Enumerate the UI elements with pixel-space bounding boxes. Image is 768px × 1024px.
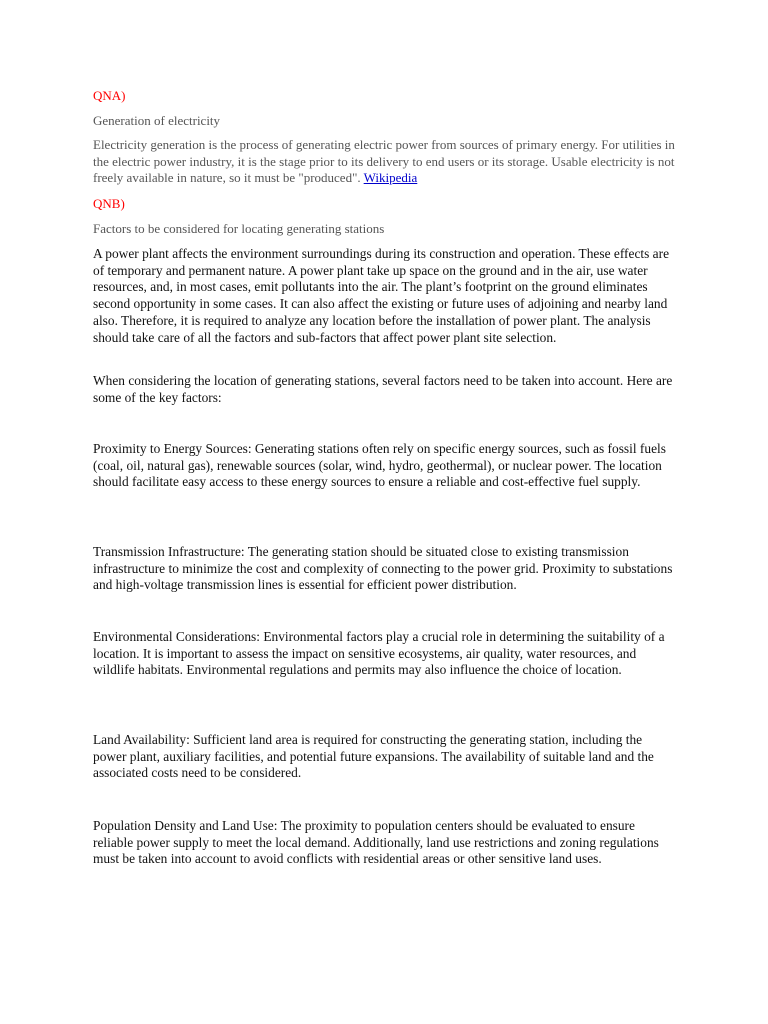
factor-transmission-infrastructure: Transmission Infrastructure: The generating station should be situated close to existing transmission infrastructure to minimize the cost and complexity of connecting to the power grid. Proximity to substations and high-voltage transmission lines is essential for efficient power distribution.: [93, 544, 673, 593]
wikipedia-link[interactable]: Wikipedia: [363, 170, 418, 185]
qnb-lead-paragraph: When considering the location of generating stations, several factors need to be taken into account. Here are some of the key factors:: [93, 373, 673, 405]
qna-body: [93, 137, 678, 187]
qnb-label: QNB): [93, 196, 125, 211]
qna-title: Generation of electricity: [93, 113, 221, 128]
qnb-intro-paragraph: A power plant affects the environment surroundings during its construction and operation. These effects are of temporary and permanent nature. A power plant take up space on the ground and in the air, use water resources, and, in most cases, emit pollutants into the air. The plant’s footprint on the ground eliminates second opportunity in some cases. It can also affect the existing or future uses of adjoining and nearby land also. Therefore, it is required to analyze any location before the installation of power plant. The analysis should take care of all the factors and sub-factors that affect power plant site selection.: [93, 246, 670, 345]
factor-energy-sources: Proximity to Energy Sources: Generating stations often rely on specific energy sources, such as fossil fuels (coal, oil, natural gas), renewable sources (solar, wind, hydro, geothermal), or nuclear power. The location should facilitate easy access to these energy sources to ensure a reliable and cost-effective fuel supply.: [93, 441, 666, 490]
qna-label: QNA): [93, 88, 126, 103]
factor-land-availability: Land Availability: Sufficient land area is required for constructing the generating station, including the power plant, auxiliary facilities, and potential future expansions. The availability of suitable land and the associated costs need to be considered.: [93, 732, 654, 781]
qnb-title: Factors to be considered for locating generating stations: [93, 221, 385, 236]
factor-population-density: Population Density and Land Use: The proximity to population centers should be evaluated to ensure reliable power supply to meet the local demand. Additionally, land use restrictions and zoning regulations must be taken into account to avoid conflicts with residential areas or other sensitive land uses.: [93, 818, 659, 867]
factor-environmental-considerations: Environmental Considerations: Environmental factors play a crucial role in determining the suitability of a location. It is important to assess the impact on sensitive ecosystems, air quality, water resources, and wildlife habitats. Environmental regulations and permits may also influence the choice of location.: [93, 629, 665, 678]
qna-body-text: Electricity generation is the process of generating electric power from sources of primary energy. For utilities in the electric power industry, it is the stage prior to its delivery to end users or its storage. Usable electricity is not freely available in nature, so it must be "produced".: [93, 137, 675, 185]
